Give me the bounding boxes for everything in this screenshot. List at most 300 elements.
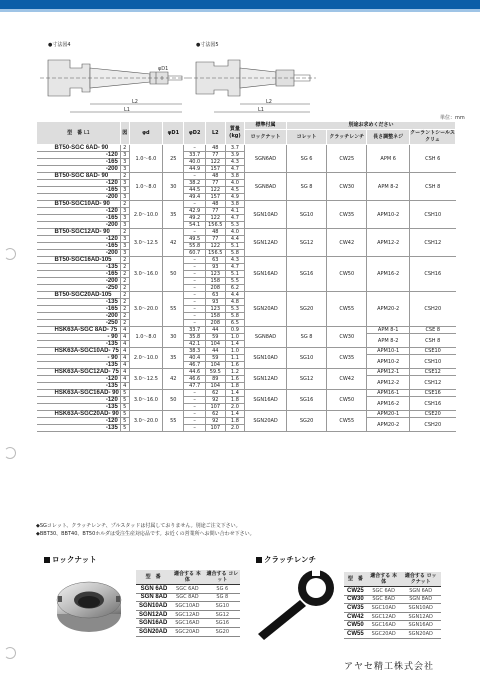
spec-cell: 4	[120, 355, 129, 362]
spec-cell: –	[184, 397, 205, 404]
spec-cell: 2.0	[225, 404, 244, 411]
spec-cell: -135	[37, 341, 121, 348]
spec-cell: 122	[205, 243, 225, 250]
spec-cell: APM16-2	[367, 257, 410, 292]
spec-cell: –	[184, 425, 205, 432]
binder-holes	[0, 0, 20, 679]
spec-cell: 1.4	[225, 390, 244, 397]
spec-cell: 35	[163, 201, 184, 229]
spec-cell: 1.4	[225, 411, 244, 418]
locknut-image	[52, 574, 126, 636]
col-weight: 質量 (kg)	[225, 122, 244, 145]
spec-cell: 3.0〜16.0	[129, 390, 163, 411]
spec-cell: CW50	[327, 257, 367, 292]
spec-row	[37, 292, 456, 299]
col-optional: 別途お求めください	[286, 122, 455, 130]
spec-cell: -200	[37, 194, 121, 201]
spec-cell: –	[184, 299, 205, 306]
clutch-cell: CW25	[344, 587, 367, 596]
note-1: ◆SGコレット、クラッチレンチ、プルスタッドは付属しておりません。別途ご注文下さい。	[36, 523, 241, 529]
spec-cell: SGN16AD	[245, 390, 287, 411]
spec-cell: 4.3	[225, 159, 244, 166]
units-label: 単位：mm	[440, 115, 465, 121]
spec-cell: 55	[163, 411, 184, 432]
spec-cell: 122	[205, 159, 225, 166]
spec-cell: –	[184, 306, 205, 313]
spec-cell: -165	[37, 187, 121, 194]
spec-cell: –	[184, 257, 205, 264]
spec-cell: 4	[120, 376, 129, 383]
spec-cell: -200	[37, 250, 121, 257]
spec-cell: 208	[205, 320, 225, 327]
spec-cell: 49.2	[184, 215, 205, 222]
spec-cell: 4.4	[225, 236, 244, 243]
spec-cell: CW42	[327, 229, 367, 257]
spec-cell: 3	[120, 208, 129, 215]
spec-cell: 107	[205, 404, 225, 411]
spec-cell: CSE16	[410, 390, 456, 397]
spec-cell: 1.6	[225, 362, 244, 369]
spec-cell: CW25	[327, 145, 367, 173]
locknut-cell: SGN16AD	[136, 619, 170, 628]
spec-cell: 4.0	[225, 180, 244, 187]
spec-cell: 2	[120, 292, 129, 299]
spec-cell: 3.0〜12.5	[129, 229, 163, 257]
spec-cell: -120	[37, 397, 121, 404]
spec-cell: 158	[205, 313, 225, 320]
spec-cell: 1.0〜6.0	[129, 145, 163, 173]
spec-cell: 2	[120, 271, 129, 278]
spec-cell: 35	[163, 348, 184, 369]
spec-cell: CW42	[327, 369, 367, 390]
spec-cell: 62	[205, 411, 225, 418]
spec-row	[37, 390, 456, 397]
spec-cell: HSK63A-SGC10AD- 75	[37, 348, 121, 355]
spec-cell: 49.4	[184, 194, 205, 201]
dimension-drawing-4	[40, 48, 190, 120]
spec-cell: 4	[120, 334, 129, 341]
spec-cell: 4.0	[225, 229, 244, 236]
spec-cell: 2	[120, 229, 129, 236]
spec-cell: -165	[37, 243, 121, 250]
spec-cell: 4	[120, 327, 129, 334]
col-collet: コレット	[286, 130, 326, 145]
spec-cell: 157	[205, 166, 225, 173]
spec-cell: CSH10	[410, 355, 456, 369]
spec-cell: APM20-1	[367, 411, 410, 418]
spec-cell: 1.6	[225, 376, 244, 383]
spec-cell: 6.5	[225, 320, 244, 327]
note-2: ◆BBT30、BBT40、BT50ホルダは受注生産対応品です。お近くの営業所へお問い合わせ下さい。	[36, 531, 255, 537]
spec-cell: -165	[37, 215, 121, 222]
spec-cell: HSK63A-SGC12AD- 75	[37, 369, 121, 376]
spec-cell: 44.5	[184, 187, 205, 194]
col-model: 型 番 L1	[37, 122, 121, 145]
spec-cell: 38.2	[184, 180, 205, 187]
spec-cell: 4	[120, 369, 129, 376]
spec-cell: 3	[120, 236, 129, 243]
spec-cell: SGN10AD	[245, 348, 287, 369]
spec-cell: APM 6	[367, 145, 410, 173]
spec-cell: 3	[120, 243, 129, 250]
spec-cell: CW35	[327, 201, 367, 229]
spec-cell: 50	[163, 390, 184, 411]
clutch-cell: SGC20AD	[367, 629, 401, 638]
spec-cell: 50	[163, 257, 184, 292]
spec-cell: 122	[205, 187, 225, 194]
spec-cell: 59	[205, 334, 225, 341]
clutch-cell: SGN 8AD	[401, 595, 441, 604]
spec-cell: - 90	[37, 334, 121, 341]
spec-cell: 3.9	[225, 152, 244, 159]
spec-cell: BT50-SGC 6AD- 90	[37, 145, 121, 152]
spec-row	[37, 327, 456, 334]
spec-cell: 47.7	[184, 383, 205, 390]
spec-cell: -135	[37, 425, 121, 432]
spec-cell: 3.0〜12.5	[129, 369, 163, 390]
clutch-row	[344, 604, 441, 613]
clutch-row	[344, 629, 441, 638]
spec-cell: 38.3	[184, 348, 205, 355]
spec-cell: SG 8	[286, 173, 326, 201]
spec-cell: SGN10AD	[245, 201, 287, 229]
spec-cell: 59.5	[205, 369, 225, 376]
header-band	[0, 0, 480, 9]
spec-cell: 156.5	[205, 222, 225, 229]
spec-cell: SG 6	[286, 145, 326, 173]
spec-cell: 2.0〜10.0	[129, 201, 163, 229]
spec-cell: 123	[205, 271, 225, 278]
spec-cell: 55.8	[184, 243, 205, 250]
spec-cell: -120	[37, 418, 121, 425]
spec-cell: 25	[163, 145, 184, 173]
spec-cell: 3.8	[225, 173, 244, 180]
clutch-cell: SGN16AD	[401, 621, 441, 630]
dim-label-l2: L2	[266, 99, 272, 105]
locknut-cell: SG12	[204, 610, 240, 619]
spec-cell: CW55	[327, 411, 367, 432]
spec-cell: –	[184, 229, 205, 236]
spec-cell: 2	[120, 313, 129, 320]
spec-cell: 5.1	[225, 243, 244, 250]
spec-cell: APM12-1	[367, 369, 410, 376]
spec-cell: APM 8-2	[367, 334, 410, 348]
spec-cell: SG10	[286, 348, 326, 369]
spec-cell: 77	[205, 208, 225, 215]
spec-cell: –	[184, 390, 205, 397]
spec-cell: 1.4	[225, 341, 244, 348]
spec-cell: CSH16	[410, 397, 456, 411]
spec-cell: CSH12	[410, 229, 456, 257]
spec-cell: 5.3	[225, 222, 244, 229]
spec-cell: 48	[205, 145, 225, 152]
locknut-cell: SGN20AD	[136, 627, 170, 636]
spec-cell: 3	[120, 194, 129, 201]
spec-cell: 60.7	[184, 250, 205, 257]
spec-cell: 4.8	[225, 299, 244, 306]
spec-cell: 40.0	[184, 159, 205, 166]
spec-cell: 46.6	[184, 376, 205, 383]
spec-cell: -135	[37, 404, 121, 411]
dim-label-l2: L2	[132, 99, 138, 105]
spec-cell: APM20-2	[367, 418, 410, 432]
locknut-cell: SGN 6AD	[136, 585, 170, 594]
spec-row	[37, 201, 456, 208]
spec-cell: SG10	[286, 201, 326, 229]
spec-cell: 4	[120, 341, 129, 348]
spec-cell: -200	[37, 313, 121, 320]
spec-cell: -120	[37, 236, 121, 243]
spec-cell: SG16	[286, 257, 326, 292]
spec-cell: 5.5	[225, 278, 244, 285]
spec-cell: –	[184, 201, 205, 208]
spec-cell: 63	[205, 257, 225, 264]
spec-cell: CW50	[327, 390, 367, 411]
locknut-row	[136, 627, 240, 636]
locknut-row	[136, 602, 240, 611]
clutch-row	[344, 621, 441, 630]
spec-cell: 2	[120, 264, 129, 271]
clutch-cell: CW50	[344, 621, 367, 630]
spec-cell: SGN12AD	[245, 369, 287, 390]
spec-cell: 104	[205, 383, 225, 390]
clutch-wrench-image	[252, 566, 344, 642]
spec-cell: 4	[120, 362, 129, 369]
spec-cell: - 90	[37, 355, 121, 362]
spec-cell: 42	[163, 229, 184, 257]
spec-cell: 0.9	[225, 327, 244, 334]
clutch-cell: SGN10AD	[401, 604, 441, 613]
spec-cell: 2	[120, 306, 129, 313]
spec-table	[36, 121, 456, 432]
locknut-col-collet: 適合する コレット	[204, 570, 240, 585]
spec-cell: HSK63A-SGC20AD- 90	[37, 411, 121, 418]
spec-cell: 2	[120, 278, 129, 285]
clutch-cell: SGC16AD	[367, 621, 401, 630]
spec-cell: 1.2	[225, 369, 244, 376]
spec-cell: 1.0	[225, 334, 244, 341]
spec-cell: SGN12AD	[245, 229, 287, 257]
locknut-cell: SGC20AD	[170, 627, 204, 636]
locknut-row	[136, 593, 240, 602]
spec-cell: APM10-2	[367, 355, 410, 369]
spec-cell: 48	[205, 229, 225, 236]
spec-cell: -200	[37, 166, 121, 173]
dimension-drawing-5	[188, 48, 338, 120]
company-name: アヤセ精工株式会社	[344, 662, 435, 672]
dim-label-l1: L1	[124, 107, 130, 113]
locknut-cell: SG20	[204, 627, 240, 636]
spec-cell: BT50-SGC20AD-105	[37, 292, 121, 299]
spec-row	[37, 411, 456, 418]
spec-cell: -200	[37, 278, 121, 285]
spec-cell: 158	[205, 278, 225, 285]
spec-cell: -200	[37, 222, 121, 229]
spec-cell: 104	[205, 362, 225, 369]
spec-row	[37, 145, 456, 152]
spec-cell: 3.0〜20.0	[129, 292, 163, 327]
locknut-row	[136, 585, 240, 594]
locknut-section-title: ロックナット	[44, 554, 97, 565]
spec-cell: 4.5	[225, 187, 244, 194]
drawing-title-4: ●寸法図4	[48, 42, 71, 48]
spec-cell: SG20	[286, 292, 326, 327]
locknut-cell: SGN10AD	[136, 602, 170, 611]
col-fig: 図	[120, 122, 129, 145]
spec-cell: 5.1	[225, 271, 244, 278]
header-band-light	[0, 9, 480, 12]
spec-cell: 123	[205, 306, 225, 313]
col-phid: φd	[129, 122, 163, 145]
spec-cell: -120	[37, 180, 121, 187]
spec-cell: 1.8	[225, 418, 244, 425]
spec-cell: 1.0〜8.0	[129, 327, 163, 348]
spec-cell: CSE20	[410, 411, 456, 418]
spec-cell: 5	[120, 425, 129, 432]
spec-cell: 44	[205, 327, 225, 334]
locknut-row	[136, 619, 240, 628]
spec-cell: SGN20AD	[245, 292, 287, 327]
spec-cell: APM16-2	[367, 397, 410, 411]
spec-cell: –	[184, 411, 205, 418]
spec-cell: CW30	[327, 327, 367, 348]
spec-cell: 33.7	[184, 152, 205, 159]
spec-cell: 42.9	[184, 208, 205, 215]
spec-cell: BT50-SGC16AD-105	[37, 257, 121, 264]
col-coolant: クーラントシールスクリュ	[410, 130, 455, 143]
spec-cell: 59	[205, 355, 225, 362]
spec-cell: 5.8	[225, 313, 244, 320]
spec-cell: CW35	[327, 348, 367, 369]
spec-cell: -135	[37, 383, 121, 390]
locknut-cell: SGC10AD	[170, 602, 204, 611]
locknut-cell: SG 8	[204, 593, 240, 602]
spec-cell: CSH 8	[410, 173, 456, 201]
spec-cell: SG12	[286, 229, 326, 257]
spec-cell: 5.3	[225, 306, 244, 313]
spec-cell: 4.1	[225, 208, 244, 215]
spec-row	[37, 257, 456, 264]
spec-cell: 48	[205, 201, 225, 208]
clutch-cell: CW55	[344, 629, 367, 638]
spec-cell: 77	[205, 180, 225, 187]
spec-cell: 46.7	[184, 362, 205, 369]
locknut-col-body: 適合する 本体	[170, 570, 204, 585]
spec-cell: 44.6	[184, 369, 205, 376]
clutch-col-locknut: 適合する ロックナット	[401, 572, 441, 587]
locknut-row	[136, 610, 240, 619]
spec-cell: SG16	[286, 390, 326, 411]
spec-cell: CSH20	[410, 418, 456, 432]
spec-cell: 2.0〜10.0	[129, 348, 163, 369]
spec-cell: 2	[120, 320, 129, 327]
spec-cell: 4.7	[225, 166, 244, 173]
spec-cell: 3.8	[225, 201, 244, 208]
spec-cell: 2	[120, 285, 129, 292]
clutch-row	[344, 612, 441, 621]
col-adj: 長さ調整ネジ	[367, 130, 410, 145]
clutch-wrench-table	[344, 572, 441, 639]
spec-cell: -120	[37, 152, 121, 159]
spec-cell: 42	[163, 369, 184, 390]
col-clutch: クラッチレンチ	[327, 130, 367, 145]
spec-cell: CSH 6	[410, 145, 456, 173]
spec-cell: 4	[120, 348, 129, 355]
spec-cell: 55	[163, 292, 184, 327]
spec-cell: 3	[120, 152, 129, 159]
spec-cell: SGN20AD	[245, 411, 287, 432]
spec-cell: 4.7	[225, 264, 244, 271]
spec-cell: APM10-2	[367, 201, 410, 229]
spec-cell: APM10-1	[367, 348, 410, 355]
spec-cell: 40.4	[184, 355, 205, 362]
spec-cell: 3	[120, 187, 129, 194]
spec-cell: -135	[37, 362, 121, 369]
spec-cell: 5	[120, 411, 129, 418]
spec-cell: –	[184, 292, 205, 299]
spec-cell: SG 8	[286, 327, 326, 348]
spec-cell: –	[184, 404, 205, 411]
col-phid2: φD2	[184, 122, 205, 145]
spec-row	[37, 348, 456, 355]
spec-cell: 6.2	[225, 285, 244, 292]
spec-cell: 1.0〜8.0	[129, 173, 163, 201]
spec-cell: -250	[37, 320, 121, 327]
spec-row	[37, 173, 456, 180]
spec-cell: SGN16AD	[245, 257, 287, 292]
spec-cell: BT50-SGC 8AD- 90	[37, 173, 121, 180]
spec-cell: 5.8	[225, 250, 244, 257]
spec-cell: CSH12	[410, 376, 456, 390]
spec-cell: 156.5	[205, 250, 225, 257]
spec-cell: 77	[205, 236, 225, 243]
spec-cell: 3.0〜20.0	[129, 411, 163, 432]
spec-cell: -120	[37, 376, 121, 383]
dim-label-l1: L1	[258, 107, 264, 113]
spec-cell: -120	[37, 208, 121, 215]
spec-cell: -135	[37, 299, 121, 306]
clutch-wrench-section-title: クラッチレンチ	[256, 554, 316, 565]
spec-cell: 107	[205, 425, 225, 432]
clutch-cell: SGC 8AD	[367, 595, 401, 604]
spec-cell: 2	[120, 145, 129, 152]
spec-cell: BT50-SGC12AD- 90	[37, 229, 121, 236]
spec-cell: CSH 8	[410, 334, 456, 348]
clutch-cell: SGC10AD	[367, 604, 401, 613]
spec-cell: 1.0	[225, 348, 244, 355]
spec-cell: 3	[120, 250, 129, 257]
spec-cell: 4.9	[225, 194, 244, 201]
spec-cell: 5	[120, 418, 129, 425]
spec-cell: 54.1	[184, 222, 205, 229]
locknut-cell: SGC 8AD	[170, 593, 204, 602]
spec-cell: CSE10	[410, 348, 456, 355]
spec-cell: SGN8AD	[245, 173, 287, 201]
locknut-cell: SGN12AD	[136, 610, 170, 619]
locknut-cell: SGC 6AD	[170, 585, 204, 594]
spec-cell: 122	[205, 215, 225, 222]
spec-cell: CSE 8	[410, 327, 456, 334]
spec-cell: 42.1	[184, 341, 205, 348]
locknut-cell: SG 6	[204, 585, 240, 594]
clutch-cell: SGC 6AD	[367, 587, 401, 596]
locknut-cell: SGC16AD	[170, 619, 204, 628]
spec-cell: APM 8-2	[367, 173, 410, 201]
spec-cell: -135	[37, 264, 121, 271]
spec-cell: –	[184, 313, 205, 320]
locknut-col-model: 型 番	[136, 570, 170, 585]
spec-cell: 30	[163, 327, 184, 348]
